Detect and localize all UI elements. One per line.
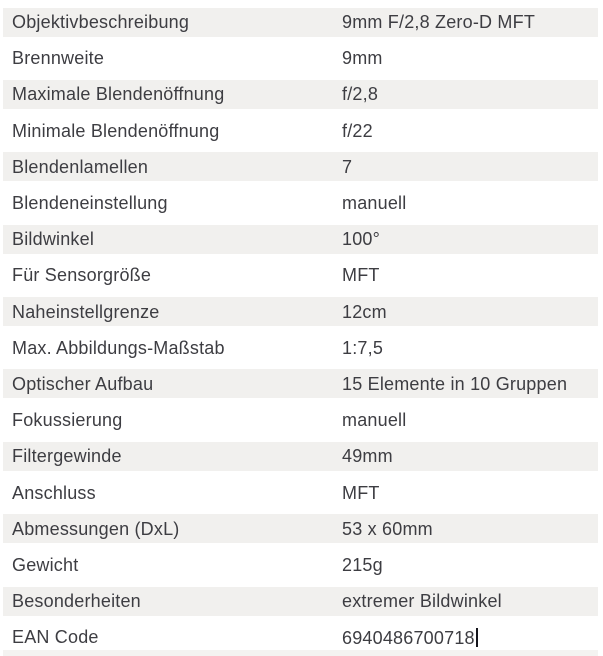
spec-label: Brennweite [12, 48, 105, 69]
table-row [0, 185, 603, 221]
table-row [0, 583, 603, 619]
row-band [3, 225, 598, 254]
spec-label: Maximale Blendenöffnung [12, 84, 225, 105]
table-row [0, 474, 603, 510]
row-band [3, 44, 598, 73]
row-band [3, 514, 598, 543]
table-row [0, 294, 603, 330]
spec-label: Blendeneinstellung [12, 193, 168, 214]
table-row [0, 547, 603, 583]
spec-value: 12cm [342, 301, 387, 322]
spec-value: 100° [342, 229, 381, 250]
spec-label: Max. Abbildungs-Maßstab [12, 337, 225, 358]
row-band [3, 8, 598, 37]
spec-value: f/22 [342, 120, 373, 141]
spec-value: manuell [342, 193, 407, 214]
spec-value: MFT [342, 265, 380, 286]
spec-value: 9mm F/2,8 Zero-D MFT [342, 12, 536, 33]
text-cursor [476, 628, 478, 647]
spec-label: Objektivbeschreibung [12, 12, 190, 33]
spec-value: 15 Elemente in 10 Gruppen [342, 373, 568, 394]
row-band [3, 550, 598, 579]
table-row [0, 149, 603, 185]
row-band [3, 297, 598, 326]
spec-value: 7 [342, 156, 353, 177]
table-row [0, 511, 603, 547]
row-band [3, 333, 598, 362]
row-band [3, 80, 598, 109]
spec-label: Fokussierung [12, 410, 123, 431]
spec-label: Naheinstellgrenze [12, 301, 160, 322]
row-band [3, 623, 598, 652]
table-row [0, 366, 603, 402]
table-row [0, 402, 603, 438]
spec-label: Blendenlamellen [12, 156, 149, 177]
spec-label: Anschluss [12, 482, 96, 503]
row-band [3, 261, 598, 290]
spec-value: 9mm [342, 48, 383, 69]
spec-label: Optischer Aufbau [12, 373, 154, 394]
spec-label: Besonderheiten [12, 591, 141, 612]
spec-label: Filtergewinde [12, 446, 122, 467]
table-row [0, 221, 603, 257]
spec-label: Bildwinkel [12, 229, 95, 250]
row-band [3, 442, 598, 471]
spec-value: f/2,8 [342, 84, 379, 105]
table-row [0, 330, 603, 366]
spec-label: Minimale Blendenöffnung [12, 120, 220, 141]
row-band [3, 587, 598, 616]
spec-value: extremer Bildwinkel [342, 591, 502, 612]
spec-label: Gewicht [12, 554, 79, 575]
row-band [3, 478, 598, 507]
spec-label: Abmessungen (DxL) [12, 518, 180, 539]
spec-value: 1:7,5 [342, 337, 384, 358]
table-row [0, 438, 603, 474]
table-row [0, 4, 603, 40]
row-band [3, 189, 598, 218]
spec-value: 53 x 60mm [342, 518, 433, 539]
row-band [3, 116, 598, 145]
table-row [0, 113, 603, 149]
spec-label: Für Sensorgröße [12, 265, 152, 286]
spec-value[interactable]: 6940486700718 [342, 628, 598, 647]
lens-spec-table [0, 4, 603, 655]
row-band [3, 152, 598, 181]
spec-label: EAN Code [12, 627, 99, 648]
row-band [3, 369, 598, 398]
spec-value: 215g [342, 554, 383, 575]
next-row-stripe-partial [3, 650, 598, 656]
table-row [0, 76, 603, 112]
table-row [0, 257, 603, 293]
spec-value: manuell [342, 410, 407, 431]
table-row [0, 40, 603, 76]
row-band [3, 406, 598, 435]
spec-value: 49mm [342, 446, 393, 467]
spec-value: MFT [342, 482, 380, 503]
